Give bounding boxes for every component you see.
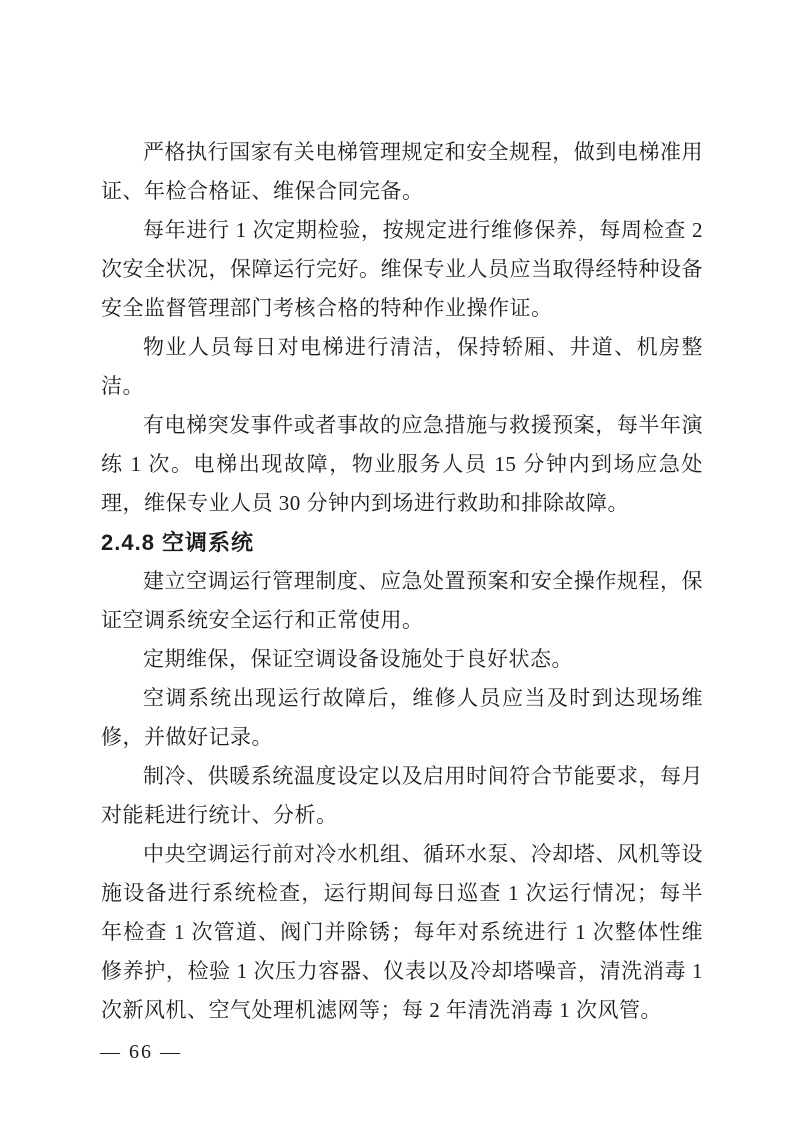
paragraph-annual-inspection: 每年进行 1 次定期检验，按规定进行维修保养，每周检查 2 次安全状况，保障运行完好。维保专业人员应当取得经特种设备安全监督管理部门考核合格的特种作业操作证。 [101,218,703,320]
paragraph-ac-regular-maintenance: 定期维保，保证空调设备设施处于良好状态。 [143,647,573,671]
paragraph-ac-management-system: 建立空调运行管理制度、应急处置预案和安全操作规程，保证空调系统安全运行和正常使用。 [101,569,703,632]
paragraph-emergency-plan: 有电梯突发事件或者事故的应急措施与救援预案，每半年演练 1 次。电梯出现故障，物业服务人员 15 分钟内到场应急处理，维保专业人员 30 分钟内到场进行救助和排除故障。 [101,413,703,515]
paragraph-ac-fault-response: 空调系统出现运行故障后，维修人员应当及时到达现场维修，并做好记录。 [101,686,703,749]
page-footer [100,1039,182,1065]
paragraph-energy-saving: 制冷、供暖系统温度设定以及启用时间符合节能要求，每月对能耗进行统计、分析。 [101,764,703,827]
section-heading-air-conditioning: 2.4.8 空调系统 [101,530,255,555]
paragraph-central-ac-inspection: 中央空调运行前对冷水机组、循环水泵、冷却塔、风机等设施设备进行系统检查，运行期间每日巡查 1 次运行情况；每半年检查 1 次管道、阀门并除锈；每年对系统进行 1 次整体性维修养护，检验 1 次压力容器、仪表以及冷却塔噪音，清洗消毒 1 次新风机、空气处理机滤网等；每 2 年清洗消毒 1 次风管。 [101,842,703,1022]
paragraph-elevator-regulations: 严格执行国家有关电梯管理规定和安全规程，做到电梯准用证、年检合格证、维保合同完备。 [101,140,703,203]
page-number: — 66 — [100,1041,182,1063]
document-body [101,133,703,1030]
paragraph-daily-cleaning: 物业人员每日对电梯进行清洁，保持轿厢、井道、机房整洁。 [101,335,703,398]
